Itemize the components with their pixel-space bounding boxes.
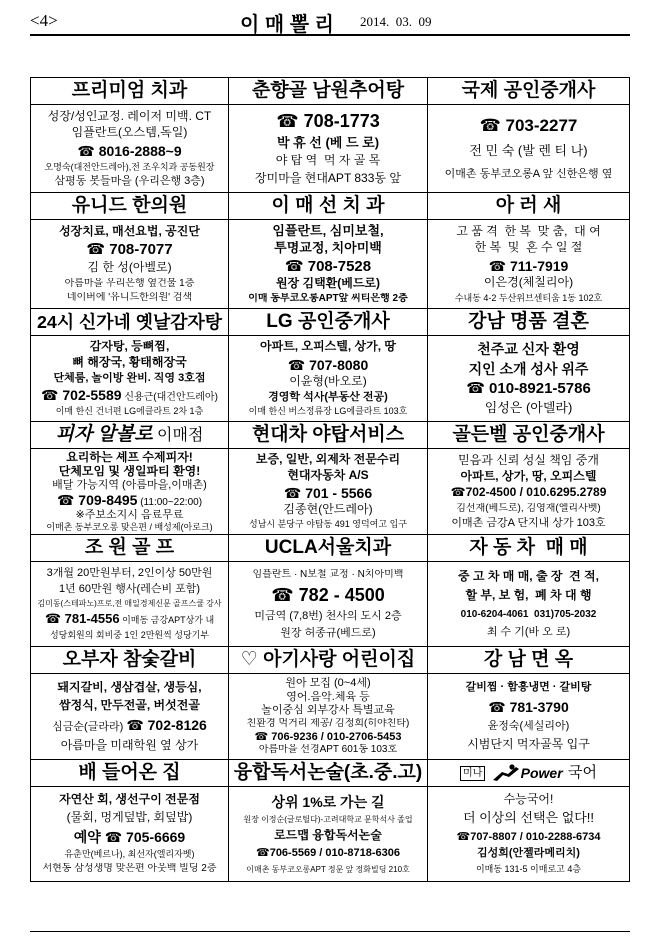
phone-line: 010-6204-4061 031)705-2032 [460,608,597,620]
ad-seafood-restaurant [31,760,229,881]
contact-line: 김선재(베드로), 김영재(엘리사벳) [456,502,601,514]
phone-line: ☎ 707-8080 [287,356,369,373]
phone-line: ☎ 782 - 4500 [271,584,385,605]
address-line: 이매 한신 버스정류장 LG에클라트 103호 [248,406,408,417]
ad-pizza-alvolo [31,422,229,535]
address-line: 이매촌 동부코오롱 맞은편 / 배성제(아로크) [46,521,213,532]
service-line: 임플란트 · N보철 교정 · N치아미백 [252,568,404,580]
note-line: 경영학 석사(부동산 전공) [268,391,388,404]
slogan-line: 상위 1%로 가는 길 [271,793,385,810]
ad-title: 현대차 야탑서비스 [229,422,427,449]
service-line: 성장치료, 매선요법, 공진단 [59,224,200,238]
service-line: 성장/성인교정. 레이저 미백. CT [47,109,212,123]
newsletter-title: 이 매 뽈 리 [240,14,334,36]
phone-line: ☎ 711-7919 [488,257,569,274]
service-line: 쌈정식, 만두전골, 버섯전골 [59,698,200,712]
address-line: 이매촌 금강A 단지내 상가 103호 [451,516,606,529]
ad-hyundai-service [229,422,428,535]
service-line: 임플란트(오스템,독일) [71,126,188,140]
contact-line: 김미동(스테파노)프로,전 매일경제신문 골프스쿨 강사 [37,599,222,609]
ad-singane-gamjatang [31,309,229,422]
address-line: 아름마을 선경APT 601동 103호 [258,744,398,756]
phone-line: ☎ 701 - 5566 [283,485,373,502]
address-line: 성남시 분당구 야탑동 491 영덕여고 입구 [249,519,407,530]
contact-line: 원장 김택환(베드로) [275,276,381,290]
ad-title: 국제 공인중개사 [428,78,629,105]
service-line: 중 고 차 매 매, 출 장 견 적, [457,569,599,583]
phone-line: ☎ 706-9236 / 010-2706-5453 [254,730,402,743]
phone-line: ☎ 010-8921-5786 [466,380,591,398]
address-line: 야 탑 역 먹 자 골 목 [275,154,381,168]
contact-line: 친환경 먹거리 제공/ 김정희(히야친타) [246,718,410,730]
ad-chunhyanggol-chueotang [229,78,428,193]
service-line: 투명교정, 치아미백 [274,240,382,255]
phone-line: 예약 ☎ 705-6669 [73,828,186,845]
ad-title-subject: 국어 [567,764,597,781]
phone-number: ☎ 702-5589 [41,387,122,404]
ad-unid-clinic [31,193,229,309]
ad-title: 융합독서논술(초.중.고) [229,760,427,787]
service-line: 임플란트, 심미보철, [272,223,384,238]
ad-agisarang-daycare [229,647,428,760]
ad-gukje-realty [428,78,629,193]
service-line: 고 품 격 한 복 맞 춤, 대 여 [456,224,601,238]
ad-ucla-dental [229,535,428,647]
contact-line: 원장 허종규(베드로) [280,626,376,639]
ad-title: 골든벨 공인중개사 [428,422,629,449]
slogan-line: 수능국어! [503,793,554,807]
ad-title: 배 들어온 집 [31,760,228,787]
ad-goldenbell-realty [428,422,629,535]
slogan-line: 더 이상의 선택은 없다!! [462,811,595,826]
page-number: <4> [30,11,58,30]
ad-title: 자 동 차 매 매 [428,535,629,562]
note-line: ※주보소지시 음료무료 [75,508,184,521]
service-line: 돼지갈비, 생삼겹살, 생등심, [57,680,202,694]
ad-title: 유니드 한의원 [31,193,228,220]
phone-number: ☎ 781-4556 [44,611,120,626]
service-line: 할 부, 보 험, 폐 차 대 행 [465,589,592,603]
ad-title [428,760,629,787]
service-line: 단체모임 및 생일파티 환영! [58,465,201,479]
contact-line: 이윤형(바오로) [289,375,367,389]
phone-line: ☎ 781-3790 [488,698,569,715]
service-line: 갈비찜 · 함흥냉면 · 갈비탕 [465,681,592,694]
service-line: (물회, 멍게덮밥, 회덮밥) [66,810,193,824]
phone-line: ☎ 708-7077 [86,241,173,259]
service-line: 감자탕, 등뼈찜, [89,340,170,354]
contact-line: 김종현(안드레아) [283,503,373,517]
phone-line [34,387,225,404]
contact-name: 신용근(대건안드레아) [121,392,218,404]
contact-line: 김 한 성(아벨로) [87,261,172,275]
issue-date: 2014. 03. 09 [360,14,432,29]
phone-line [34,612,225,627]
service-line: 3개월 20만원부터, 2인이상 50만원 [46,567,213,580]
ad-gangnam-myeonok [428,647,629,760]
address-line: 시범단지 먹자골목 입구 [467,738,590,751]
contact-line: 이은경(체칠리아) [483,276,574,290]
ad-jowon-golf [31,535,229,647]
service-line: 요리하는 셰프 수제피자! [66,451,193,465]
service-line: 믿음과 신뢰 성실 책임 중개 [458,453,599,467]
service-line: 아파트, 오피스텔, 상가, 땅 [260,340,396,354]
service-line: 천주교 신자 환영 [477,341,580,358]
contact-line: 윤정숙(세실리아) [487,720,570,733]
phone-line: ☎ 703-2277 [479,115,578,135]
phone-number: ☎ 702-8126 [126,717,207,734]
ad-car-dealer [428,535,629,647]
ad-title: UCLA서울치과 [229,535,427,562]
address-line: 서현동 삼성생명 맞은편 아웃백 빌딩 2층 [42,863,217,875]
ad-obuja-galbi [31,647,229,760]
ad-title: 아 러 새 [428,193,629,220]
phone-line: ☎ 708-1773 [276,110,380,131]
contact-name: 심금순(글라라) [52,721,127,734]
runner-icon [491,764,521,782]
ad-title: 춘향골 남원추어탕 [229,78,427,105]
contact-line: 유춘만(베르나), 최선자(엘리자벳) [64,849,195,859]
phone-line: ☎ 8016-2888~9 [77,142,182,159]
phone-line: ☎ 708-7528 [284,257,372,275]
ad-reading-academy [229,760,428,881]
phone-line [34,492,225,509]
service-line: 지인 소개 성사 위주 [468,360,589,377]
ad-title: 이 매 선 치 과 [229,193,427,220]
address-line: 이매촌 동부코오롱APT 정문 앞 정화빌딩 210호 [246,864,410,874]
ad-premium-dental [31,78,229,193]
business-hours: (11:00~22:00) [137,496,203,508]
phone-line [34,717,225,734]
service-line: 로드맵 융합독서논술 [274,828,382,842]
address-line: 이매 한신 건너편 LG에클라트 2차 1층 [55,406,204,417]
ad-areosae-hanbok [428,193,629,309]
ad-imaesun-dental [229,193,428,309]
ad-title: 강 남 면 옥 [428,647,629,674]
footer-rule [30,931,630,932]
ad-gangnam-wedding [428,309,629,422]
contact-line: 임성은 (아델라) [484,400,573,415]
phone-line: ☎706-5569 / 010-8718-6306 [256,847,400,860]
ad-title-brand: 피자 알볼로 [55,424,153,445]
address-line: 이매동 131-5 이매로고 4층 [475,864,582,875]
phone-line: ☎702-4500 / 010.6295.2789 [450,486,607,500]
service-line: 아파트, 상가, 땅, 오피스텔 [460,469,597,483]
service-line: 영어.음악.체육 등 [286,690,370,703]
service-line: 원아 모집 (0~4세) [285,677,371,690]
phone-line: ☎707-8807 / 010-2288-6734 [456,830,601,843]
service-line: 현대자동차 A/S [287,469,369,483]
ad-title: 강남 명품 결혼 [428,309,629,336]
service-line: 보증, 일반, 외제차 전문수리 [255,453,401,467]
contact-line: 전 민 숙 (발 렌 티 나) [469,144,588,159]
address-line: 아름마을 우리은행 옆건물 1층 [64,277,195,289]
contact-line: 오명숙(대전안드레아),전 조우치과 공동원장 [44,161,215,172]
contact-line: 박 휴 선 (베 드 로) [276,135,380,150]
ad-title: 오부자 참숯갈비 [31,647,228,674]
service-line: 한 복 및 혼 수 일 절 [474,241,583,255]
location-note: 이매동 금강APT상가 내 [119,614,215,625]
contact-line: 김성희(안젤라메리치) [477,847,580,860]
service-line: 자연산 회, 생선구이 전문점 [59,793,200,807]
address-line: 수내동 4-2 두산위브센티움 1동 102호 [454,292,603,303]
note-line: 네이버에 '유니드한의원' 검색 [66,291,193,303]
service-line: 단체룸, 놀이방 완비. 직영 3호점 [53,372,206,385]
ad-title: ♡ 아기사랑 어린이집 [229,647,427,674]
contact-line: 원장 이정순(글로틸다)-고려대학교 문학석사 졸업 [243,814,413,824]
ad-grid [30,77,630,882]
ad-title: 조 원 골 프 [31,535,228,562]
note-line: 배달 가능지역 (아름마을,이매촌) [52,479,207,492]
service-line: 뼈 해장국, 황태해장국 [72,356,187,370]
ad-lg-realty [229,309,428,422]
contact-line: 최 수 기(바 오 로) [486,625,571,638]
ad-title [31,422,228,449]
ad-title-box: 미나 [460,766,485,781]
note-line: 성당회원의 회비중 1인 2만원씩 성당기부 [49,630,210,641]
address-line: 삼평동 봇들마을 (우리은행 3층) [54,174,205,187]
ad-title: 프리미엄 치과 [31,78,228,105]
ad-title: LG 공인중개사 [229,309,427,336]
ad-mina-power-korean [428,760,629,881]
address-line: 장미마을 현대APT 833동 앞 [255,172,401,186]
service-line: 놀이중심 외부강사 특별교육 [261,704,395,717]
service-line: 1년 60만원 행사(레슨비 포함) [58,583,201,596]
ad-title: 24시 신가네 옛날감자탕 [31,309,228,336]
address-line: 이매촌 동부코오롱A 앞 신한은행 옆 [444,168,613,181]
header-rule [30,34,630,36]
phone-number: ☎ 709-8495 [56,491,138,508]
address-line: 아름마을 미래학원 옆 상가 [60,738,199,752]
address-line: 미금역 (7,8번) 천사의 도시 2층 [254,609,402,622]
address-line: 이매 동부코오롱APT앞 씨티은행 2층 [248,292,408,304]
ad-title-brand: Power [520,765,563,781]
ad-title-branch: 이매점 [152,427,204,444]
